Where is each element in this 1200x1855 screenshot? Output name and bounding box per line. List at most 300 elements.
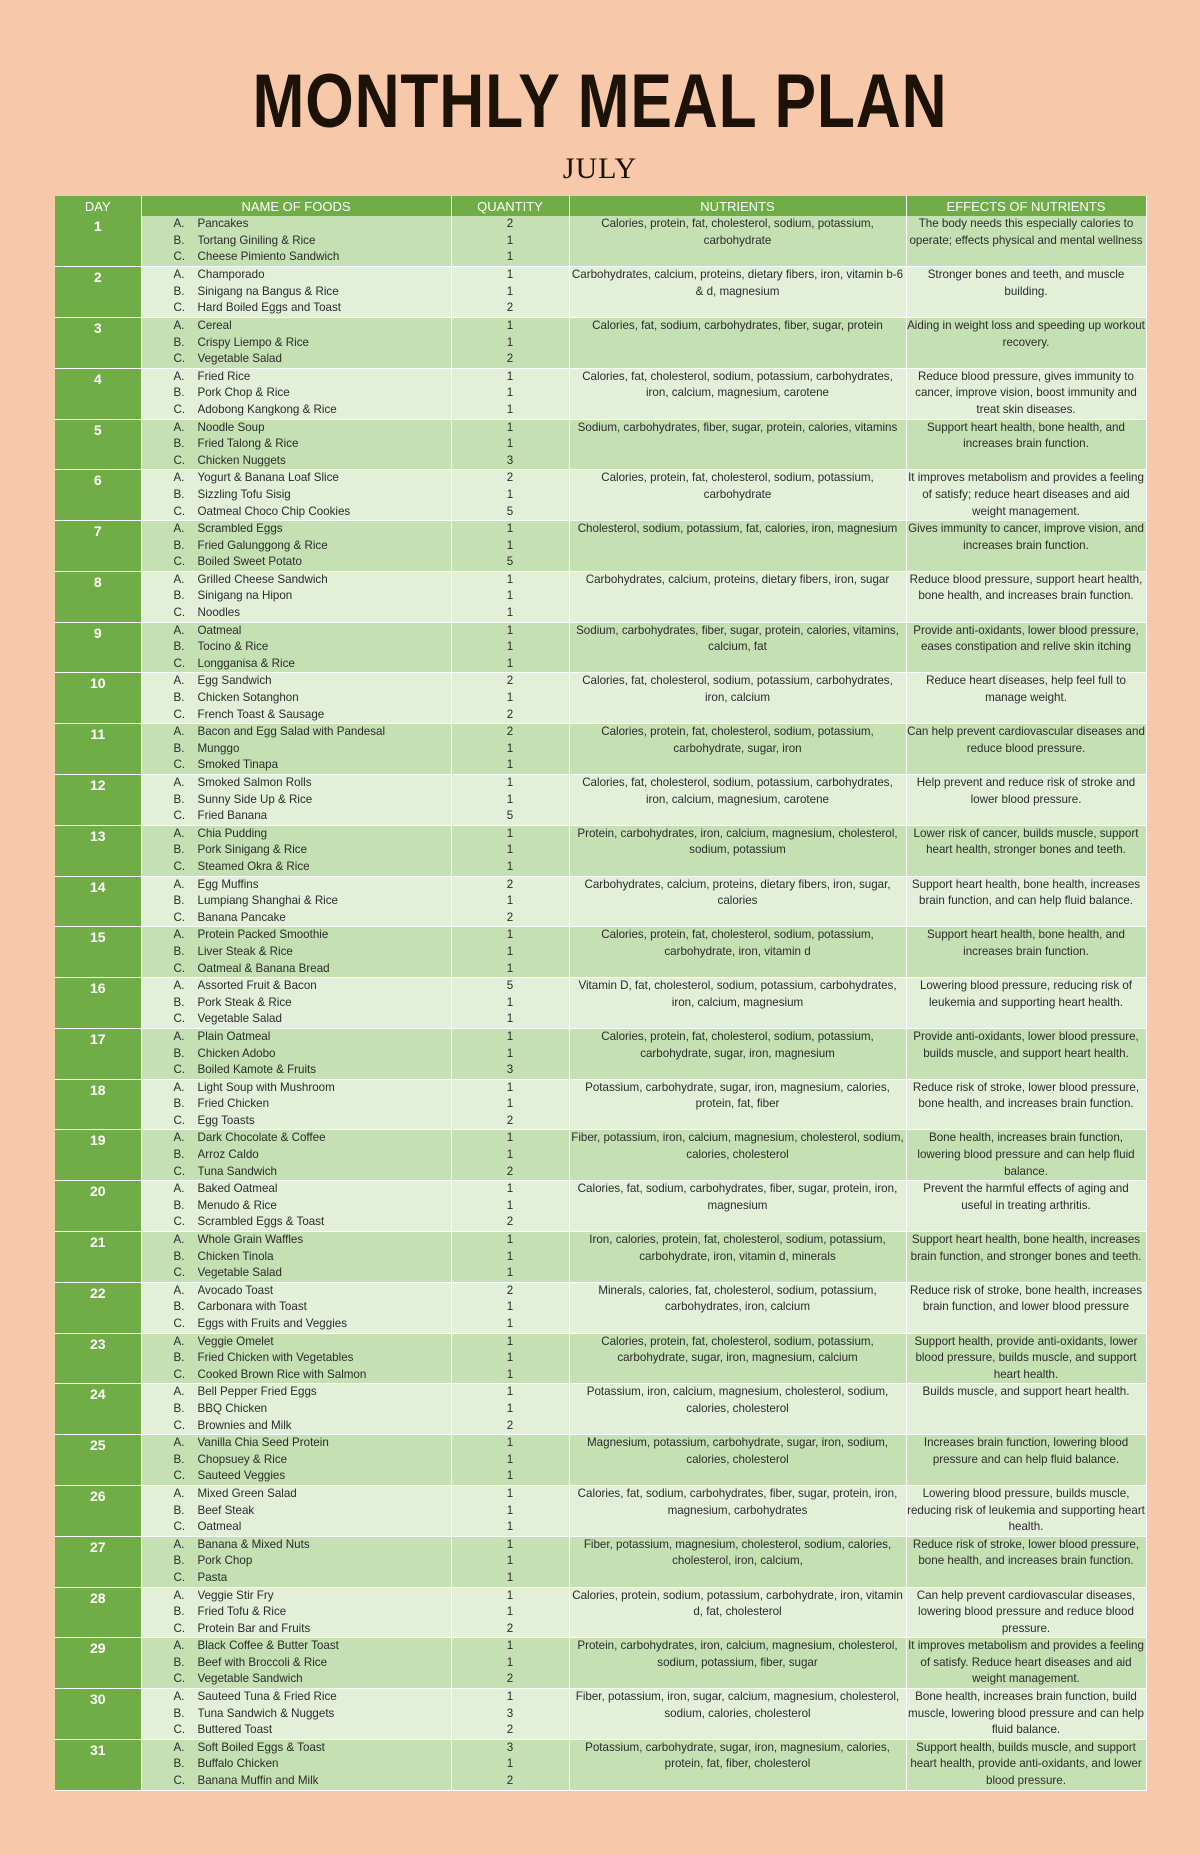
food-item	[142, 1689, 451, 1706]
food-item-name: Sizzling Tofu Sisig	[197, 487, 291, 501]
food-item-letter: A.	[173, 1283, 185, 1297]
food-item	[142, 1722, 451, 1739]
nutrients-cell: Potassium, iron, calcium, magnesium, cholesterol, sodium, calories, cholesterol	[569, 1384, 906, 1435]
food-item-letter: B.	[173, 233, 185, 247]
effects-cell: Support health, builds muscle, and support heart health, provide anti-oxidants, and lower blood pressure.	[906, 1739, 1146, 1790]
food-item	[142, 1181, 451, 1198]
food-item	[142, 1113, 451, 1130]
food-quantity: 1	[506, 1570, 514, 1584]
table-row	[55, 571, 1146, 622]
food-item-name: Egg Toasts	[197, 1113, 255, 1127]
table-row	[55, 1485, 1146, 1536]
food-item-letter: A.	[173, 420, 185, 434]
food-item-letter: C.	[173, 1469, 186, 1483]
food-item	[142, 1756, 451, 1773]
food-item-letter: C.	[173, 1570, 186, 1584]
food-item-letter: C.	[173, 1520, 186, 1534]
day-number: 20	[55, 1181, 141, 1232]
food-list	[141, 1435, 451, 1486]
food-quantity: 1	[506, 1012, 514, 1026]
food-quantity: 1	[506, 487, 514, 501]
nutrients-cell: Carbohydrates, calcium, proteins, dietary fibers, iron, sugar	[569, 571, 906, 622]
food-item-letter: C.	[173, 504, 186, 518]
food-item-name: Beef with Broccoli & Rice	[197, 1655, 328, 1669]
food-item-letter: B.	[173, 1249, 185, 1263]
effects-cell: Reduce risk of stroke, bone health, increases brain function, and lower blood pressure	[906, 1282, 1146, 1333]
effects-cell: Reduce risk of stroke, lower blood pressure, bone health, and increases brain function.	[906, 1536, 1146, 1587]
food-item-name: Brownies and Milk	[197, 1418, 292, 1432]
food-item-letter: A.	[173, 572, 185, 586]
food-item-name: Noodles	[197, 606, 241, 620]
food-item	[142, 351, 451, 368]
food-item	[142, 1029, 451, 1046]
food-item	[142, 470, 451, 487]
food-quantity: 1	[506, 1080, 514, 1094]
day-number: 23	[55, 1333, 141, 1384]
food-item	[142, 757, 451, 774]
food-item-name: Soft Boiled Eggs & Toast	[197, 1740, 325, 1754]
food-quantity: 1	[506, 522, 514, 536]
food-quantity: 1	[506, 589, 514, 603]
food-quantity: 2	[506, 1418, 514, 1432]
food-item	[142, 842, 451, 859]
food-item-letter: A.	[173, 471, 185, 485]
food-quantity: 2	[506, 1723, 514, 1737]
food-quantity: 2	[506, 707, 514, 721]
food-quantity: 1	[506, 1351, 514, 1365]
quantity-list	[451, 775, 569, 826]
food-quantity: 2	[506, 1672, 514, 1686]
nutrients-cell: Sodium, carbohydrates, fiber, sugar, protein, calories, vitamins, calcium, fat	[569, 622, 906, 673]
food-item-letter: C.	[173, 1012, 186, 1026]
quantity-list	[451, 1282, 569, 1333]
quantity-list	[451, 1587, 569, 1638]
quantity-list	[451, 267, 569, 318]
food-item	[142, 1265, 451, 1282]
food-item	[142, 402, 451, 419]
nutrients-cell: Sodium, carbohydrates, fiber, sugar, protein, calories, vitamins	[569, 419, 906, 470]
food-item	[142, 639, 451, 656]
food-item	[142, 826, 451, 843]
food-item	[142, 1604, 451, 1621]
nutrients-cell: Calories, fat, cholesterol, sodium, potassium, carbohydrates, iron, calcium	[569, 673, 906, 724]
food-item-letter: B.	[173, 538, 185, 552]
food-item	[142, 605, 451, 622]
day-number: 21	[55, 1232, 141, 1283]
table-row	[55, 927, 1146, 978]
food-item-letter: B.	[173, 995, 185, 1009]
table-row	[55, 216, 1146, 267]
effects-cell: Support heart health, bone health, and increases brain function.	[906, 419, 1146, 470]
quantity-list	[451, 927, 569, 978]
nutrients-cell: Carbohydrates, calcium, proteins, dietary fibers, iron, sugar, calories	[569, 876, 906, 927]
food-quantity: 1	[506, 1639, 514, 1653]
food-quantity: 2	[506, 910, 514, 924]
food-quantity: 1	[506, 944, 514, 958]
table-row	[55, 470, 1146, 521]
quantity-list	[451, 1130, 569, 1181]
food-item-letter: B.	[173, 691, 185, 705]
food-item-name: Protein Packed Smoothie	[197, 928, 329, 942]
quantity-list	[451, 521, 569, 572]
food-item	[142, 893, 451, 910]
table-row	[55, 673, 1146, 724]
food-quantity: 1	[506, 1233, 514, 1247]
day-number: 29	[55, 1638, 141, 1689]
food-item-name: Pancakes	[197, 217, 249, 230]
food-item-name: Arroz Caldo	[197, 1148, 259, 1162]
food-quantity: 1	[506, 961, 514, 975]
food-quantity: 1	[506, 1046, 514, 1060]
food-item-name: Champorado	[197, 268, 265, 282]
food-item	[142, 318, 451, 335]
food-quantity: 1	[506, 1182, 514, 1196]
food-item	[142, 978, 451, 995]
header-effects: EFFECTS OF NUTRIENTS	[906, 196, 1146, 216]
food-quantity: 3	[506, 1063, 514, 1077]
food-list	[141, 1485, 451, 1536]
food-item	[142, 1046, 451, 1063]
food-item-letter: B.	[173, 944, 185, 958]
effects-cell: Can help prevent cardiovascular diseases, lowering blood pressure and reduce blood pressure.	[906, 1587, 1146, 1638]
food-item	[142, 724, 451, 741]
food-quantity: 1	[506, 284, 514, 298]
food-quantity: 1	[506, 1537, 514, 1551]
food-item	[142, 588, 451, 605]
effects-cell: Help prevent and reduce risk of stroke and lower blood pressure.	[906, 775, 1146, 826]
food-item-letter: B.	[173, 1655, 185, 1669]
food-item-name: Mixed Green Salad	[197, 1486, 297, 1500]
nutrients-cell: Carbohydrates, calcium, proteins, dietary fibers, iron, vitamin b-6 & d, magnesium	[569, 267, 906, 318]
food-item-letter: A.	[173, 522, 185, 536]
table-row	[55, 1079, 1146, 1130]
food-quantity: 2	[506, 1621, 514, 1635]
food-item-letter: A.	[173, 1334, 185, 1348]
nutrients-cell: Fiber, potassium, iron, calcium, magnesium, cholesterol, sodium, calories, cholesterol	[569, 1130, 906, 1181]
food-quantity: 1	[506, 1249, 514, 1263]
food-quantity: 2	[506, 674, 514, 688]
table-row	[55, 1232, 1146, 1283]
food-item-name: Fried Galunggong & Rice	[197, 538, 328, 552]
food-item-name: Oatmeal	[197, 1520, 242, 1534]
food-list	[141, 927, 451, 978]
quantity-list	[451, 1028, 569, 1079]
food-item-name: Adobong Kangkong & Rice	[197, 402, 337, 416]
table-body	[55, 216, 1146, 1790]
quantity-list	[451, 1536, 569, 1587]
food-item	[142, 910, 451, 927]
day-number: 7	[55, 521, 141, 572]
food-quantity: 1	[506, 538, 514, 552]
day-number: 11	[55, 724, 141, 775]
food-item-letter: A.	[173, 1131, 185, 1145]
food-quantity: 1	[506, 758, 514, 772]
nutrients-cell: Fiber, potassium, magnesium, cholesterol, sodium, calories, cholesterol, iron, calcium,	[569, 1536, 906, 1587]
food-quantity: 1	[506, 437, 514, 451]
nutrients-cell: Calories, fat, sodium, carbohydrates, fiber, sugar, protein	[569, 317, 906, 368]
food-item	[142, 1147, 451, 1164]
day-number: 3	[55, 317, 141, 368]
effects-cell: Increases brain function, lowering blood pressure and can help fluid balance.	[906, 1435, 1146, 1486]
table-row	[55, 1028, 1146, 1079]
food-item-letter: A.	[173, 217, 185, 230]
food-item-letter: C.	[173, 1266, 186, 1280]
nutrients-cell: Protein, carbohydrates, iron, calcium, magnesium, cholesterol, sodium, potassium	[569, 825, 906, 876]
food-list	[141, 1232, 451, 1283]
food-item-name: Liver Steak & Rice	[197, 944, 293, 958]
food-quantity: 3	[506, 453, 514, 467]
food-item-name: Pork Sinigang & Rice	[197, 843, 308, 857]
food-item-letter: B.	[173, 640, 185, 654]
table-row	[55, 622, 1146, 673]
food-item-letter: A.	[173, 1436, 185, 1450]
day-number: 9	[55, 622, 141, 673]
food-item	[142, 1773, 451, 1790]
food-quantity: 1	[506, 843, 514, 857]
day-number: 28	[55, 1587, 141, 1638]
nutrients-cell: Magnesium, potassium, carbohydrate, sugar, iron, sodium, calories, cholesterol	[569, 1435, 906, 1486]
effects-cell: Support heart health, bone health, increases brain function, and can help fluid balance.	[906, 876, 1146, 927]
food-item-name: Chicken Sotanghon	[197, 691, 299, 705]
food-item	[142, 1214, 451, 1231]
nutrients-cell: Calories, protein, fat, cholesterol, sodium, potassium, carbohydrate, iron, vitamin d	[569, 927, 906, 978]
food-list	[141, 419, 451, 470]
food-quantity: 1	[506, 928, 514, 942]
food-item-letter: A.	[173, 1639, 185, 1653]
food-item-letter: B.	[173, 1351, 185, 1365]
food-item-letter: A.	[173, 623, 185, 637]
food-list	[141, 1333, 451, 1384]
food-list	[141, 521, 451, 572]
food-item	[142, 792, 451, 809]
food-item-name: Lumpiang Shanghai & Rice	[197, 894, 339, 908]
table-row	[55, 419, 1146, 470]
day-number: 5	[55, 419, 141, 470]
food-item	[142, 1486, 451, 1503]
food-item	[142, 1249, 451, 1266]
food-item-letter: B.	[173, 1706, 185, 1720]
food-item-name: Chicken Nuggets	[197, 453, 286, 467]
food-item	[142, 1384, 451, 1401]
food-item	[142, 877, 451, 894]
food-item-name: Light Soup with Mushroom	[197, 1080, 335, 1094]
food-item-letter: C.	[173, 1672, 186, 1686]
food-quantity: 1	[506, 1690, 514, 1704]
effects-cell: Provide anti-oxidants, lower blood pressure, builds muscle, and support heart health.	[906, 1028, 1146, 1079]
table-row	[55, 1689, 1146, 1740]
food-item-letter: B.	[173, 1198, 185, 1212]
effects-cell: Bone health, increases brain function, build muscle, lowering blood pressure and can help fluid balance.	[906, 1689, 1146, 1740]
food-item	[142, 1621, 451, 1638]
table-row	[55, 1638, 1146, 1689]
food-item-name: Bacon and Egg Salad with Pandesal	[197, 725, 386, 739]
food-item-name: Tuna Sandwich & Nuggets	[197, 1706, 335, 1720]
day-number: 1	[55, 216, 141, 267]
effects-cell: The body needs this especially calories to operate; effects physical and mental wellness	[906, 216, 1146, 267]
food-item-name: Whole Grain Waffles	[197, 1233, 304, 1247]
food-item	[142, 1537, 451, 1554]
food-item-name: Longganisa & Rice	[197, 656, 295, 670]
nutrients-cell: Iron, calories, protein, fat, cholesterol, sodium, potassium, carbohydrate, iron, vitamin d, minerals	[569, 1232, 906, 1283]
header-quantity: QUANTITY	[451, 196, 569, 216]
food-item	[142, 300, 451, 317]
nutrients-cell: Potassium, carbohydrate, sugar, iron, magnesium, calories, protein, fat, fiber	[569, 1079, 906, 1130]
food-item-name: Chia Pudding	[197, 826, 268, 840]
food-quantity: 1	[506, 1436, 514, 1450]
food-item-name: Pork Chop	[197, 1554, 253, 1568]
food-list	[141, 876, 451, 927]
table-row	[55, 1536, 1146, 1587]
quantity-list	[451, 876, 569, 927]
food-quantity: 1	[506, 741, 514, 755]
food-item-name: Vegetable Salad	[197, 1266, 282, 1280]
food-item-name: Pork Chop & Rice	[197, 386, 290, 400]
food-list	[141, 1384, 451, 1435]
day-number: 16	[55, 978, 141, 1029]
quantity-list	[451, 368, 569, 419]
food-item-name: Banana Pancake	[197, 910, 286, 924]
food-item	[142, 1435, 451, 1452]
food-item	[142, 521, 451, 538]
food-item-letter: B.	[173, 741, 185, 755]
effects-cell: Reduce risk of stroke, lower blood pressure, bone health, and increases brain function.	[906, 1079, 1146, 1130]
food-quantity: 2	[506, 725, 514, 739]
food-quantity: 1	[506, 1655, 514, 1669]
quantity-list	[451, 470, 569, 521]
food-quantity: 1	[506, 1334, 514, 1348]
header-name-of-foods: NAME OF FOODS	[141, 196, 451, 216]
table-row	[55, 1435, 1146, 1486]
table-row	[55, 825, 1146, 876]
food-list	[141, 1587, 451, 1638]
food-item-letter: A.	[173, 928, 185, 942]
food-item-letter: C.	[173, 1774, 186, 1788]
quantity-list	[451, 317, 569, 368]
effects-cell: Support health, provide anti-oxidants, lower blood pressure, builds muscle, and support heart health.	[906, 1333, 1146, 1384]
nutrients-cell: Vitamin D, fat, cholesterol, sodium, potassium, carbohydrates, iron, calcium, magnesium	[569, 978, 906, 1029]
food-quantity: 1	[506, 1029, 514, 1043]
food-item-letter: B.	[173, 792, 185, 806]
food-quantity: 3	[506, 1706, 514, 1720]
food-item-letter: B.	[173, 487, 185, 501]
food-quantity: 1	[506, 640, 514, 654]
food-item-letter: C.	[173, 1164, 186, 1178]
food-item	[142, 436, 451, 453]
food-item-letter: C.	[173, 1215, 186, 1229]
food-item-name: Tuna Sandwich	[197, 1164, 277, 1178]
food-item-name: Baked Oatmeal	[197, 1182, 278, 1196]
food-item-name: Protein Bar and Fruits	[197, 1621, 311, 1635]
food-item-letter: B.	[173, 1605, 185, 1619]
food-item-name: Egg Sandwich	[197, 674, 272, 688]
food-item	[142, 1096, 451, 1113]
food-item-name: Vegetable Salad	[197, 1012, 282, 1026]
food-list	[141, 1689, 451, 1740]
food-item	[142, 572, 451, 589]
food-item	[142, 1553, 451, 1570]
food-quantity: 1	[506, 1605, 514, 1619]
effects-cell: Reduce blood pressure, support heart health, bone health, and increases brain function.	[906, 571, 1146, 622]
food-item-name: Steamed Okra & Rice	[197, 859, 310, 873]
table-header-row	[55, 196, 1146, 216]
food-list	[141, 267, 451, 318]
food-item	[142, 1452, 451, 1469]
food-quantity: 1	[506, 369, 514, 383]
food-item	[142, 267, 451, 284]
food-quantity: 1	[506, 894, 514, 908]
food-item-name: Egg Muffins	[197, 877, 259, 891]
food-item	[142, 1706, 451, 1723]
table-row	[55, 521, 1146, 572]
food-item-name: Tocino & Rice	[197, 640, 269, 654]
quantity-list	[451, 724, 569, 775]
quantity-list	[451, 216, 569, 267]
food-quantity: 1	[506, 1520, 514, 1534]
food-quantity: 2	[506, 352, 514, 366]
food-item-letter: B.	[173, 1300, 185, 1314]
nutrients-cell: Calories, fat, sodium, carbohydrates, fiber, sugar, protein, iron, magnesium	[569, 1181, 906, 1232]
food-item	[142, 995, 451, 1012]
food-item	[142, 1062, 451, 1079]
food-item	[142, 1671, 451, 1688]
food-item	[142, 673, 451, 690]
month-subtitle: JULY	[562, 152, 638, 185]
food-quantity: 1	[506, 656, 514, 670]
food-item-letter: C.	[173, 352, 186, 366]
table-row	[55, 368, 1146, 419]
food-quantity: 2	[506, 1283, 514, 1297]
food-quantity: 2	[506, 301, 514, 315]
food-item-name: Pork Steak & Rice	[197, 995, 292, 1009]
food-item-letter: A.	[173, 1537, 185, 1551]
food-item	[142, 1283, 451, 1300]
quantity-list	[451, 1638, 569, 1689]
food-quantity: 3	[506, 1740, 514, 1754]
food-item-letter: A.	[173, 1588, 185, 1602]
day-number: 15	[55, 927, 141, 978]
food-item	[142, 1468, 451, 1485]
food-item	[142, 961, 451, 978]
food-item	[142, 1401, 451, 1418]
food-quantity: 1	[506, 386, 514, 400]
nutrients-cell: Calories, protein, sodium, potassium, carbohydrate, iron, vitamin d, fat, cholesterol	[569, 1587, 906, 1638]
food-item	[142, 859, 451, 876]
food-quantity: 2	[506, 471, 514, 485]
food-item	[142, 690, 451, 707]
day-number: 30	[55, 1689, 141, 1740]
food-item	[142, 944, 451, 961]
nutrients-cell: Calories, protein, fat, cholesterol, sodium, potassium, carbohydrate, sugar, iron, magnesium	[569, 1028, 906, 1079]
nutrients-cell: Calories, fat, cholesterol, sodium, potassium, carbohydrates, iron, calcium, magnesium, carotene	[569, 775, 906, 826]
food-item-name: Cheese Pimiento Sandwich	[197, 250, 340, 264]
food-item-name: Sauteed Tuna & Fried Rice	[197, 1690, 337, 1704]
food-quantity: 1	[506, 691, 514, 705]
food-quantity: 1	[506, 572, 514, 586]
food-quantity: 1	[506, 1131, 514, 1145]
food-quantity: 1	[506, 402, 514, 416]
food-item-name: Smoked Tinapa	[197, 758, 279, 772]
food-item-name: Beef Steak	[197, 1503, 255, 1517]
food-list	[141, 470, 451, 521]
food-item-name: Pasta	[197, 1570, 228, 1584]
page-title: MONTHLY MEAL PLAN	[252, 59, 948, 144]
food-item-name: Fried Banana	[197, 809, 268, 823]
food-item-letter: C.	[173, 402, 186, 416]
food-item-name: Eggs with Fruits and Veggies	[197, 1317, 348, 1330]
food-quantity: 1	[506, 1588, 514, 1602]
food-item	[142, 385, 451, 402]
table-row	[55, 1739, 1146, 1790]
